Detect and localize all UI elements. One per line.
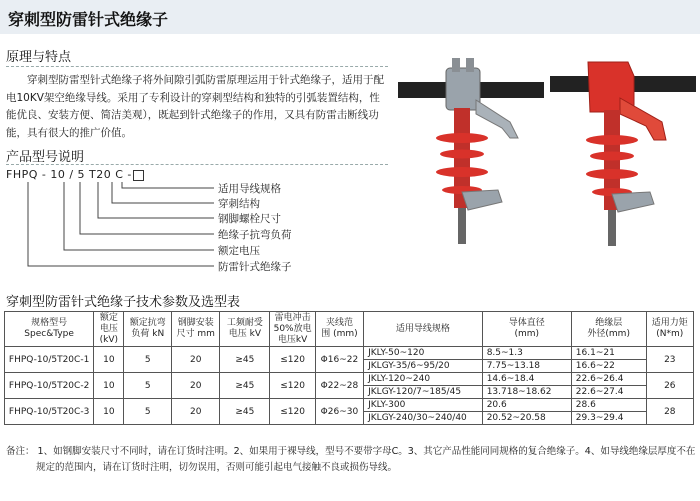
cell-conductor: JKLY-50~120 <box>364 347 483 360</box>
cell-diameter: 14.6~18.4 <box>482 373 571 386</box>
note-line-2: 规定的范围内，请在订货时注明，切勿误用，否则可能引起电气接触不良或损伤导线。 <box>36 462 398 473</box>
col-size: 钢脚安装 尺寸 mm <box>172 312 220 347</box>
col-torque: 适用力矩 (N*m) <box>646 312 693 347</box>
insulator-photo-grey <box>398 42 544 252</box>
cell-load: 5 <box>124 399 172 425</box>
table-row <box>5 399 694 412</box>
principle-text: 穿刺型防雷型针式绝缘子将外间隙引弧防雷原理运用于针式绝缘子，适用于配电10KV架空绝缘导线。采用了专利设计的穿刺型结构和独特的引弧装置结构，性能优良、安装方便、简洁美观），既起到针式绝缘子的作用，又具有防雷击断线功能，具有很大的推广价值。 <box>6 74 384 139</box>
page-title: 穿刺型防雷针式绝缘子 <box>8 10 169 29</box>
cell-torque: 23 <box>646 347 693 373</box>
table-header-row <box>5 312 694 347</box>
cell-conductor: JKLY-300 <box>364 399 483 412</box>
note-line-1: 备注： 1、如钢脚安装尺寸不同时，请在订货时注明。2、如果用于裸导线，型号不要带字母C。3、其它产品性能同同规格的复合绝缘子。4、如导线绝缘层厚度不在 <box>6 446 696 457</box>
col-spec: 规格型号 Spec&Type <box>5 312 94 347</box>
model-label-type: 防雷针式绝缘子 <box>218 261 292 273</box>
spec-table <box>4 311 694 425</box>
col-freq: 工频耐受 电压 kV <box>220 312 270 347</box>
cell-outer: 22.6~26.4 <box>571 373 646 386</box>
cell-conductor: JKLGY-240/30~240/40 <box>364 412 483 425</box>
cell-outer: 16.1~21 <box>571 347 646 360</box>
cell-size: 20 <box>172 347 220 373</box>
cell-spec: FHPQ-10/5T20C-2 <box>5 373 94 399</box>
cell-freq: ≥45 <box>220 399 270 425</box>
col-voltage: 额定 电压 (kV) <box>94 312 124 347</box>
cell-impulse: ≤120 <box>270 399 315 425</box>
cell-range: Φ22~28 <box>315 373 363 399</box>
cell-range: Φ16~22 <box>315 347 363 373</box>
col-impulse: 雷电冲击 50%放电 电压kV <box>270 312 315 347</box>
model-label-conductor: 适用导线规格 <box>218 183 281 195</box>
cell-diameter: 13.718~18.62 <box>482 386 571 399</box>
table-row <box>5 347 694 360</box>
cell-freq: ≥45 <box>220 347 270 373</box>
cell-size: 20 <box>172 399 220 425</box>
cell-diameter: 20.52~20.58 <box>482 412 571 425</box>
cell-impulse: ≤120 <box>270 347 315 373</box>
col-outer: 绝缘层 外径(mm) <box>571 312 646 347</box>
model-code-text: FHPQ - 10 / 5 T20 C - <box>6 168 132 181</box>
insulator-photo-red <box>550 42 696 252</box>
cell-spec: FHPQ-10/5T20C-1 <box>5 347 94 373</box>
table-row <box>5 373 694 386</box>
model-label-bolt: 钢脚螺栓尺寸 <box>218 213 281 225</box>
cell-diameter: 8.5~1.3 <box>482 347 571 360</box>
cell-conductor: JKLGY-120/7~185/45 <box>364 386 483 399</box>
cell-outer: 28.6 <box>571 399 646 412</box>
notes <box>6 444 696 476</box>
cell-impulse: ≤120 <box>270 373 315 399</box>
cell-outer: 22.6~27.4 <box>571 386 646 399</box>
col-diameter: 导体直径 (mm) <box>482 312 571 347</box>
principle-heading: 原理与特点 <box>6 50 72 65</box>
model-heading: 产品型号说明 <box>6 150 85 165</box>
cell-diameter: 20.6 <box>482 399 571 412</box>
model-label-load: 绝缘子抗弯负荷 <box>218 229 292 241</box>
table-heading: 穿刺型防雷针式绝缘子技术参数及选型表 <box>6 295 241 310</box>
cell-conductor: JKLY-120~240 <box>364 373 483 386</box>
cell-size: 20 <box>172 373 220 399</box>
col-load: 额定抗弯 负荷 kN <box>124 312 172 347</box>
cell-voltage: 10 <box>94 399 124 425</box>
cell-diameter: 7.75~13.18 <box>482 360 571 373</box>
col-conductor: 适用导线规格 <box>364 312 483 347</box>
cell-outer: 16.6~22 <box>571 360 646 373</box>
cell-spec: FHPQ-10/5T20C-3 <box>5 399 94 425</box>
cell-voltage: 10 <box>94 373 124 399</box>
cell-freq: ≥45 <box>220 373 270 399</box>
model-label-voltage: 额定电压 <box>218 245 260 257</box>
model-label-piercing: 穿刺结构 <box>218 198 260 210</box>
cell-range: Φ26~30 <box>315 399 363 425</box>
col-range: 夹线范 围 (mm) <box>315 312 363 347</box>
cell-voltage: 10 <box>94 347 124 373</box>
cell-load: 5 <box>124 347 172 373</box>
cell-load: 5 <box>124 373 172 399</box>
cell-torque: 26 <box>646 373 693 399</box>
cell-torque: 28 <box>646 399 693 425</box>
cell-conductor: JKLGY-35/6~95/20 <box>364 360 483 373</box>
cell-outer: 29.3~29.4 <box>571 412 646 425</box>
